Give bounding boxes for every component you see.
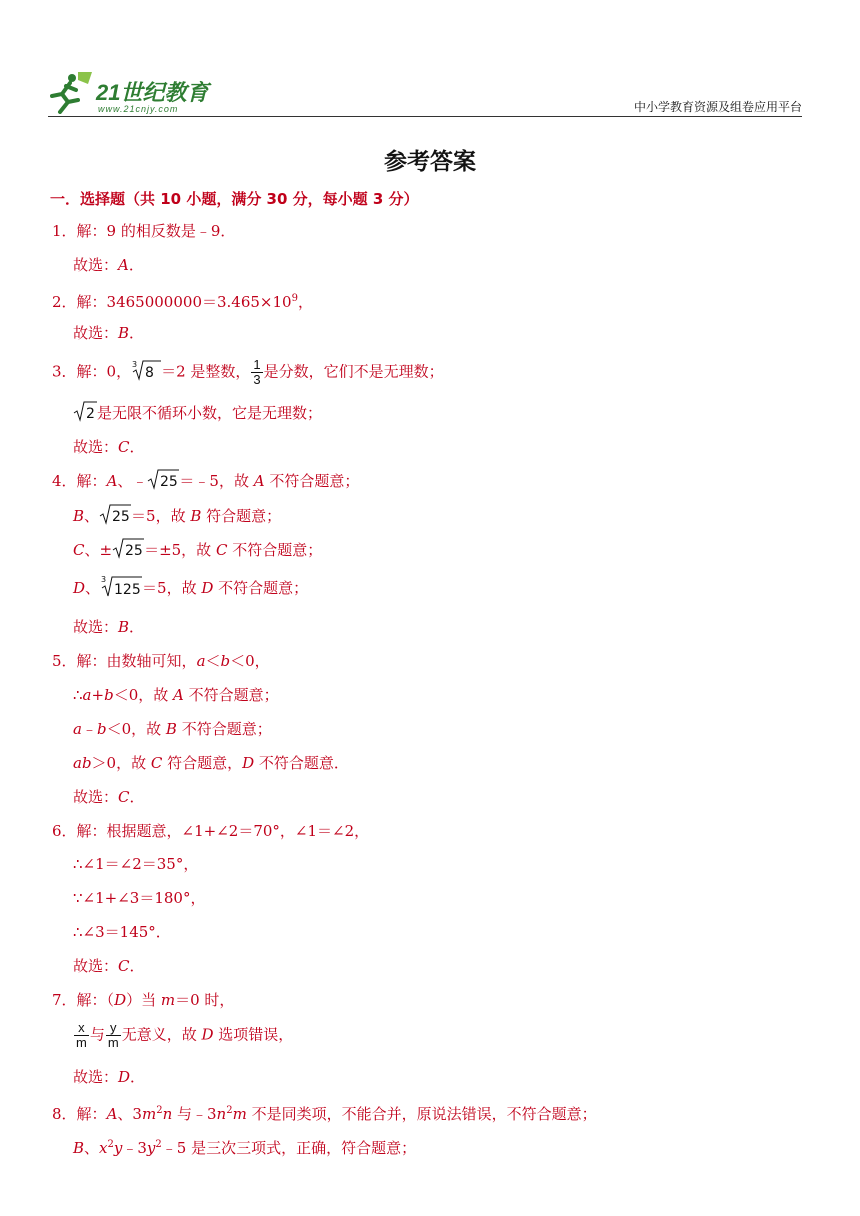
- exponent: 2: [226, 1105, 233, 1116]
- choice-letter: C: [118, 788, 130, 806]
- answer-text: ＝2 是整数，: [161, 362, 251, 381]
- option-letter: D: [201, 1025, 214, 1044]
- variable: a: [73, 720, 82, 738]
- answer-text: 、3: [117, 1105, 142, 1123]
- option-letter: B: [165, 720, 177, 738]
- square-root: [99, 503, 131, 531]
- answer-text: ﹣5 是三次三项式，正确，符合题意；: [161, 1139, 417, 1157]
- svg-text:3: 3: [101, 575, 107, 584]
- svg-text:25: 25: [112, 509, 130, 525]
- answer-text: ﹣3: [122, 1139, 147, 1157]
- square-root: [147, 468, 179, 496]
- logo-url: www.21cnjy.com: [98, 104, 179, 114]
- fraction-x-over-m: [74, 1021, 89, 1050]
- page-header: [48, 62, 802, 118]
- answer-8-line-1: [52, 1100, 597, 1125]
- answer-6-line-2: [73, 853, 198, 875]
- option-letter: B: [190, 507, 202, 525]
- answer-4-line-3: [73, 537, 322, 565]
- exponent: 2: [156, 1105, 163, 1116]
- choice-letter: B: [118, 618, 130, 636]
- option-letter: C: [215, 541, 228, 559]
- answer-4-line-1: [52, 468, 359, 496]
- answer-7-line-2: [73, 1021, 293, 1050]
- answer-5-line-3: [73, 718, 272, 740]
- answer-text: 符合题意；: [201, 507, 282, 525]
- answer-text: 选项错误，: [213, 1025, 294, 1044]
- denominator: m: [107, 1035, 119, 1050]
- svg-text:25: 25: [125, 543, 143, 559]
- answer-text: ）当: [126, 991, 161, 1009]
- section-heading: 一．选择题（共 10 小题，满分 30 分，每小题 3 分）: [50, 190, 419, 208]
- variable: x: [99, 1139, 108, 1157]
- answer-5-choice: [73, 786, 145, 808]
- answer-text: 符合题意，: [162, 754, 243, 772]
- denominator: m: [76, 1035, 87, 1050]
- answer-text: ∴∠1＝∠2＝35°，: [73, 855, 199, 873]
- cube-root: [131, 359, 161, 387]
- svg-text:125: 125: [114, 582, 141, 598]
- punct: ．: [129, 788, 145, 806]
- variable: ab: [73, 754, 92, 772]
- answer-2-line-1: [52, 288, 313, 313]
- answer-text: 、﹣: [117, 472, 148, 490]
- answer-5-line-4: [73, 752, 349, 774]
- variable: n: [162, 1105, 173, 1123]
- choice-label: 故选：: [73, 324, 119, 342]
- platform-name: 中小学教育资源及组卷应用平台: [633, 100, 802, 114]
- answer-text: 解：: [76, 472, 107, 490]
- variable: a: [196, 652, 206, 670]
- answer-text: 是分数，它们不是无理数；: [263, 362, 444, 381]
- choice-label: 故选：: [73, 618, 119, 636]
- fraction-y-over-m: [106, 1021, 121, 1050]
- choice-letter: A: [118, 256, 129, 274]
- answer-number: 7．: [52, 991, 77, 1009]
- punct: ，: [297, 293, 313, 311]
- answer-6-line-4: [73, 921, 171, 943]
- header-divider: [48, 116, 802, 117]
- variable: y: [146, 1139, 156, 1157]
- choice-label: 故选：: [73, 438, 119, 456]
- answer-text: 、±: [84, 541, 113, 559]
- fraction: [251, 358, 262, 387]
- option-letter: D: [114, 991, 127, 1009]
- svg-text:25: 25: [160, 474, 179, 490]
- answer-text: 解：3465000000＝3.465×10: [76, 293, 292, 311]
- choice-letter: C: [118, 438, 130, 456]
- answer-text: 不符合题意；: [264, 472, 360, 490]
- answer-6-line-1: [52, 820, 369, 842]
- answer-text: 不符合题意；: [227, 541, 323, 559]
- answer-text: 无意义，故: [121, 1025, 202, 1044]
- variable: y: [113, 1139, 123, 1157]
- answer-3-line-1: [52, 358, 444, 387]
- answer-text: 解：根据题意，∠1+∠2＝70°，∠1＝∠2，: [76, 822, 370, 840]
- choice-label: 故选：: [73, 788, 119, 806]
- answer-text: 解：9 的相反数是﹣9．: [76, 222, 236, 240]
- option-letter: C: [73, 541, 85, 559]
- option-letter: D: [73, 579, 86, 597]
- punct: ．: [130, 1068, 146, 1086]
- option-letter: A: [253, 472, 265, 490]
- variable: b: [104, 686, 114, 704]
- answer-text: 、: [84, 1139, 100, 1157]
- answer-text: 解：（: [76, 991, 115, 1009]
- variable: b: [220, 652, 231, 670]
- answer-text: 不是同类项，不能合并，原说法错误，不符合题意；: [246, 1105, 597, 1123]
- answer-text: ＞0，故: [91, 754, 151, 772]
- answer-number: 2．: [52, 293, 77, 311]
- answer-3-line-2: [73, 400, 322, 428]
- answer-text: 解：0，: [76, 362, 132, 381]
- answer-text: ＜: [205, 652, 221, 670]
- choice-letter: B: [118, 324, 130, 342]
- answer-text: +: [91, 686, 105, 704]
- choice-label: 故选：: [73, 957, 119, 975]
- answer-text: 与: [89, 1025, 105, 1044]
- variable: b: [96, 720, 107, 738]
- answer-5-line-1: [52, 650, 270, 672]
- numerator: 1: [253, 357, 261, 372]
- runner-logo-icon: [48, 70, 98, 114]
- answer-text: ＝5，故: [142, 579, 202, 597]
- answer-text: 不符合题意；: [183, 686, 279, 704]
- answer-text: 不符合题意．: [254, 754, 349, 772]
- option-letter: B: [73, 1139, 85, 1157]
- answer-text: 与﹣3: [172, 1105, 217, 1123]
- numerator: x: [74, 1021, 89, 1036]
- answer-number: 1．: [52, 222, 77, 240]
- variable: m: [232, 1105, 247, 1123]
- answer-4-choice: [73, 616, 144, 638]
- choice-label: 故选：: [73, 1068, 119, 1086]
- answer-2-choice: [73, 322, 144, 344]
- answer-text: 解：由数轴可知，: [76, 652, 197, 670]
- svg-text:8: 8: [145, 364, 155, 381]
- svg-text:2: 2: [86, 406, 95, 422]
- answer-6-choice: [73, 955, 145, 977]
- denominator: 3: [253, 372, 261, 387]
- answer-1-choice: [73, 254, 144, 276]
- option-letter: C: [150, 754, 163, 772]
- answer-text: ∴∠3＝145°．: [73, 923, 171, 941]
- square-root: [112, 537, 144, 565]
- answer-text: 、: [84, 507, 100, 525]
- answer-text: ∵∠1+∠3＝180°，: [73, 889, 206, 907]
- option-letter: A: [173, 686, 184, 704]
- answer-text: ＝0 时，: [175, 991, 235, 1009]
- option-letter: A: [106, 472, 118, 490]
- variable: n: [216, 1105, 227, 1123]
- answer-text: 、: [85, 579, 101, 597]
- answer-7-choice: [73, 1066, 145, 1088]
- answer-text: ＜0，故: [106, 720, 166, 738]
- answer-3-choice: [73, 436, 145, 458]
- logo: [48, 70, 228, 118]
- answer-4-line-2: [73, 503, 281, 531]
- exponent: 2: [155, 1139, 162, 1150]
- option-letter: A: [106, 1105, 118, 1123]
- answer-number: 4．: [52, 472, 77, 490]
- answer-8-line-2: [73, 1134, 416, 1159]
- choice-letter: C: [118, 957, 130, 975]
- variable: m: [141, 1105, 157, 1123]
- answer-number: 8．: [52, 1105, 77, 1123]
- option-letter: D: [201, 579, 214, 597]
- exponent: 2: [107, 1139, 114, 1150]
- punct: ．: [129, 324, 145, 342]
- punct: ．: [129, 618, 145, 636]
- answer-6-line-3: [73, 887, 205, 909]
- option-letter: B: [73, 507, 85, 525]
- variable: a: [82, 686, 92, 704]
- therefore: ∴: [73, 686, 83, 704]
- option-letter: D: [242, 754, 255, 772]
- page-title: 参考答案: [384, 149, 476, 175]
- answer-text: ＝5，故: [131, 507, 191, 525]
- answer-text: 不符合题意；: [213, 579, 309, 597]
- svg-text:3: 3: [132, 359, 138, 369]
- answer-text: ＝±5，故: [144, 541, 216, 559]
- answer-5-line-2: [73, 684, 279, 706]
- numerator: y: [106, 1021, 121, 1036]
- answer-1-line-1: [52, 220, 235, 242]
- logo-text: 21世纪教育: [96, 80, 209, 105]
- answer-text: 是无限不循环小数，它是无理数；: [97, 404, 323, 422]
- answer-text: ＝﹣5，故: [179, 472, 254, 490]
- answer-number: 3．: [52, 362, 77, 381]
- answer-text: ＜0，故: [113, 686, 173, 704]
- punct: ．: [129, 957, 145, 975]
- answer-number: 6．: [52, 822, 77, 840]
- cube-root: [100, 574, 142, 604]
- answer-4-line-4: [73, 574, 308, 604]
- answer-number: 5．: [52, 652, 77, 670]
- choice-label: 故选：: [73, 256, 119, 274]
- variable: m: [160, 991, 176, 1009]
- choice-letter: D: [118, 1068, 131, 1086]
- punct: ．: [128, 256, 144, 274]
- square-root: [73, 400, 97, 428]
- answer-text: ﹣: [81, 720, 97, 738]
- exponent: 9: [291, 293, 298, 304]
- answer-text: 不符合题意；: [176, 720, 272, 738]
- answer-text: 解：: [76, 1105, 107, 1123]
- answer-text: ＜0，: [230, 652, 270, 670]
- punct: ．: [129, 438, 145, 456]
- answer-7-line-1: [52, 989, 234, 1011]
